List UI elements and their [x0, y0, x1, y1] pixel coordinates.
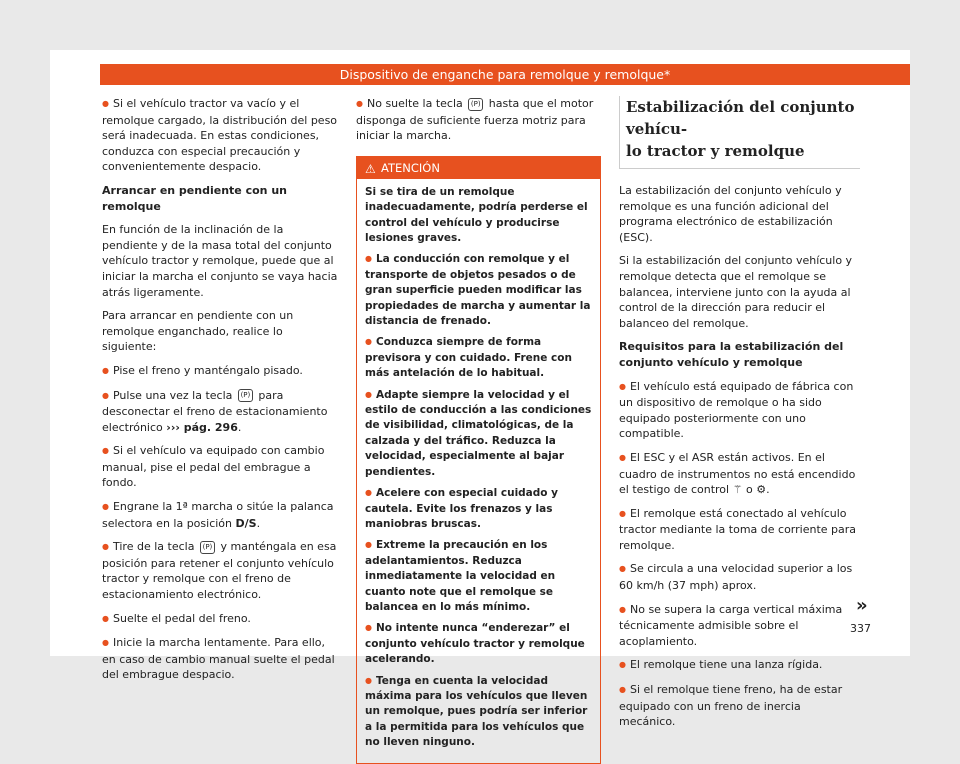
- warning-item: ● La conducción con remolque y el transporte de objetos pesados o de gran superficie pueden modificar las propiedades de marcha y aumentar la distancia de frenado.: [365, 252, 592, 329]
- paragraph: En función de la inclinación de la pendiente y de la masa total del conjunto vehículo tractor y remolque, puede que al iniciar la marcha el conjunto se vaya hacia atrás ligeramente.: [102, 223, 338, 299]
- text: Tire de la tecla: [112, 540, 195, 554]
- paragraph: Si la estabilización del conjunto vehículo y remolque detecta que el remolque se balancea, interviene junto con la ayuda al control de la dirección para reducir el balanceo del remolque.: [619, 254, 853, 330]
- warning-item: ● Tenga en cuenta la velocidad máxima para los vehículos que lleven un remolque, pues podría ser inferior a la permitida para los vehículos que no lleven ninguno.: [365, 674, 592, 751]
- warning-item: ● Conduzca siempre de forma previsora y con cuidado. Frene con más antelación de lo habitual.: [365, 335, 592, 381]
- column-middle: [356, 96, 601, 764]
- list-item: ● Suelte el pedal del freno.: [102, 611, 339, 628]
- list-item: ● Si el remolque tiene freno, ha de estar equipado con un freno de inercia mecánico.: [619, 682, 860, 730]
- list-item: ● Pulse una vez la tecla (P) para desconectar el freno de estacionamiento electrónico ››› pág. 296.: [102, 388, 339, 436]
- subtitle: Arrancar en pendiente con un remolque: [102, 183, 287, 213]
- parking-brake-button-icon: (P): [238, 389, 253, 402]
- esc-off-icon: ⚙: [756, 483, 767, 497]
- text: El ESC y el ASR están activos. En el cuadro de instrumentos no está encendido el testigo de control: [619, 450, 856, 497]
- column-right: [619, 96, 860, 738]
- text: y manténgala en esa posición para retener el conjunto vehículo tractor y remolque con el freno de estacionamiento electrónico.: [102, 540, 337, 602]
- parking-brake-button-icon: (P): [468, 98, 483, 111]
- warning-header: [357, 157, 600, 179]
- warning-body: [357, 179, 600, 763]
- paragraph: La estabilización del conjunto vehículo y remolque es una función adicional del programa electrónico de estabilización (ESC).: [619, 184, 842, 244]
- text: hasta que el motor disponga de suficiente fuerza motriz para iniciar la marcha.: [356, 97, 594, 143]
- section-title-line: Estabilización del conjunto vehícu-: [626, 98, 855, 138]
- warning-item: ● Adapte siempre la velocidad y el estilo de conducción a las condiciones de visibilidad, climatológicas, de la calzada y del tráfico. Reduzca la velocidad, especialmente al bajar pendientes.: [365, 388, 592, 480]
- list-item: ● Engrane la 1ª marcha o sitúe la palanca selectora en la posición D/S.: [102, 499, 339, 531]
- warning-title: ATENCIÓN: [381, 160, 440, 175]
- list-item: ● Inicie la marcha lentamente. Para ello, en caso de cambio manual suelte el pedal del embrague despacio.: [102, 635, 339, 683]
- text: Pulse una vez la tecla: [112, 388, 233, 402]
- list-item: ● Si el vehículo va equipado con cambio manual, pise el pedal del embrague a fondo.: [102, 443, 339, 491]
- page-number: 337: [850, 622, 871, 635]
- subtitle: Requisitos para la estabilización del conjunto vehículo y remolque: [619, 340, 844, 369]
- page-header: Dispositivo de enganche para remolque y remolque*: [100, 64, 910, 85]
- warning-item: ● No intente nunca “enderezar” el conjunto vehículo tractor y remolque acelerando.: [365, 621, 592, 667]
- section-title: [619, 96, 860, 169]
- list-item: [356, 96, 601, 144]
- column-left: [102, 96, 339, 691]
- text: Engrane la 1ª marcha o sitúe la palanca selectora en la posición: [102, 500, 334, 530]
- list-item: ● El remolque tiene una lanza rígida.: [619, 657, 860, 674]
- continue-arrow-icon: »: [856, 595, 868, 616]
- parking-brake-button-icon: (P): [200, 541, 215, 554]
- list-item: ● Si el vehículo tractor va vacío y el remolque cargado, la distribución del peso será inadecuada. En estas condiciones, conduzca con especial precaución y convenientemente despacio.: [102, 96, 339, 175]
- warning-item: ● Extreme la precaución en los adelantamientos. Reduzca inmediatamente la velocidad en cuanto note que el remolque se balancea en lo más mínimo.: [365, 538, 592, 615]
- list-item: ● Se circula a una velocidad superior a los 60 km/h (37 mph) aprox.: [619, 561, 860, 593]
- warning-triangle-icon: ⚠: [365, 161, 376, 176]
- list-item: ● El ESC y el ASR están activos. En el cuadro de instrumentos no está encendido el testigo de control ⚚ o ⚙.: [619, 450, 860, 498]
- list-item: ● No se supera la carga vertical máxima técnicamente admisible sobre el acoplamiento.: [619, 602, 860, 650]
- gear-position: D/S: [235, 516, 257, 530]
- page-reference-link[interactable]: ››› pág. 296: [166, 420, 238, 434]
- manual-page: [50, 50, 910, 749]
- section-title-line: lo tractor y remolque: [626, 142, 805, 160]
- esc-warning-icon: ⚚: [732, 483, 743, 497]
- text: para desconectar el freno de estacionamiento electrónico: [102, 388, 328, 434]
- warning-box: [356, 156, 601, 764]
- list-item: [102, 539, 339, 602]
- text: o: [745, 483, 753, 497]
- list-item: ● Pise el freno y manténgalo pisado.: [102, 363, 339, 380]
- warning-intro: Si se tira de un remolque inadecuadamente, podría perderse el control del vehículo y producirse lesiones graves.: [365, 185, 588, 244]
- warning-item: ● Acelere con especial cuidado y cautela. Evite los frenazos y las maniobras bruscas.: [365, 486, 592, 532]
- text: No suelte la tecla: [366, 97, 463, 110]
- paragraph: Para arrancar en pendiente con un remolque enganchado, realice lo siguiente:: [102, 309, 294, 354]
- list-item: ● El remolque está conectado al vehículo tractor mediante la toma de corriente para remolque.: [619, 506, 860, 554]
- list-item: ● El vehículo está equipado de fábrica con un dispositivo de remolque o ha sido equipado posteriormente con uno compatible.: [619, 379, 860, 442]
